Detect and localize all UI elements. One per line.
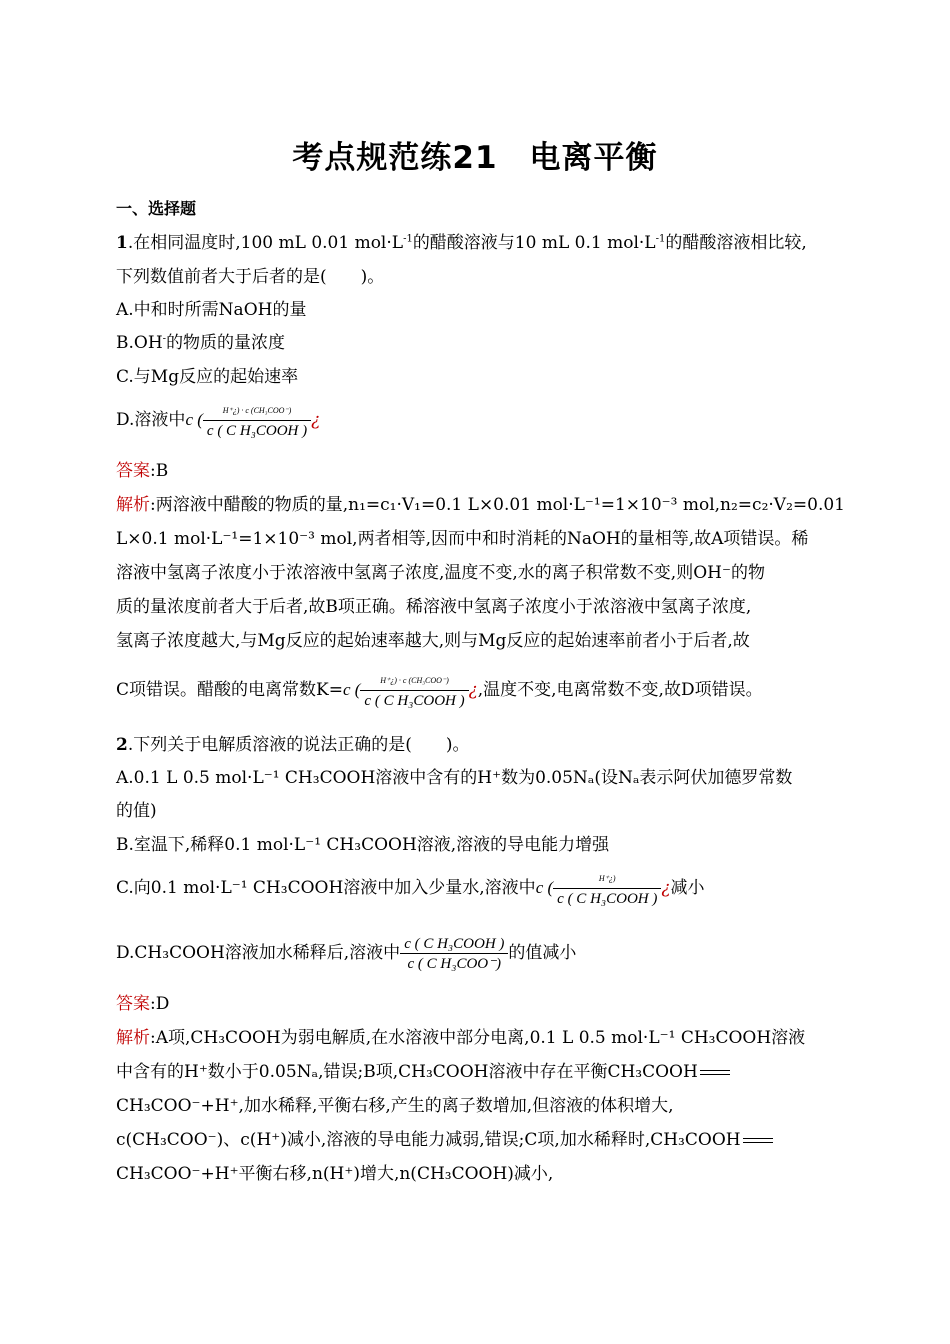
q2-number: 2 bbox=[116, 735, 128, 755]
q1-analysis-line6: C项错误。醋酸的电离常数K=c ( $\frac{\text{H⁺¿) · c (CH₃COO⁻)}}{\text{c ( C H₃COOH )}}$ ¿,温度不变,电离常数不变,故D项错误。 bbox=[116, 668, 763, 712]
equilibrium-arrow-icon bbox=[698, 1068, 732, 1078]
q2-stem: 2.下列关于电解质溶液的说法正确的是( )。 bbox=[116, 735, 470, 755]
page-title: 考点规范练21 电离平衡 bbox=[292, 140, 658, 176]
q1-analysis-line2: L×0.1 mol·L⁻¹=1×10⁻³ mol,两者相等,因而中和时消耗的NaOH的量相等,故A项错误。稀 bbox=[116, 529, 809, 549]
q2-analysis-line3: CH₃COO⁻+H⁺,加水稀释,平衡右移,产生的离子数增加,但溶液的体积增大, bbox=[116, 1096, 674, 1116]
q1-analysis-line1: 解析:两溶液中醋酸的物质的量,n₁=c₁·V₁=0.1 L×0.01 mol·L⁻¹=1×10⁻³ mol,n₂=c₂·V₂=0.01 bbox=[116, 495, 845, 515]
q1-analysis-line3: 溶液中氢离子浓度小于浓溶液中氢离子浓度,温度不变,水的离子积常数不变,则OH⁻的物 bbox=[116, 563, 765, 583]
q1-answer: 答案:B bbox=[116, 461, 169, 481]
q1-option-b: B.OH-的物质的量浓度 bbox=[116, 333, 286, 353]
q2-analysis-line5: CH₃COO⁻+H⁺平衡右移,n(H⁺)增大,n(CH₃COOH)减小, bbox=[116, 1164, 554, 1184]
section-heading: 一、选择题 bbox=[116, 199, 197, 218]
q2-c-fraction: $\frac{H^+¿)}{\text{c ( C H₃COOH )}}$ bbox=[553, 870, 661, 908]
q1-analysis-line4: 质的量浓度前者大于后者,故B项正确。稀溶液中氢离子浓度小于浓溶液中氢离子浓度, bbox=[116, 597, 752, 617]
equilibrium-arrow-icon bbox=[741, 1136, 775, 1146]
q1-stem-line2: 下列数值前者大于后者的是( )。 bbox=[116, 267, 385, 287]
q1-option-a: A.中和时所需NaOH的量 bbox=[116, 300, 307, 320]
q2-option-a-line2: 的值) bbox=[116, 801, 157, 821]
q2-option-a-line1: A.0.1 L 0.5 mol·L⁻¹ CH₃COOH溶液中含有的H⁺数为0.05Nₐ(设Nₐ表示阿伏加德罗常数 bbox=[116, 768, 793, 788]
q2-analysis-line2: 中含有的H⁺数小于0.05Nₐ,错误;B项,CH₃COOH溶液中存在平衡CH₃COOH bbox=[116, 1061, 732, 1083]
q1-option-d: D.溶液中c ( $\frac{\text{H⁺¿) · c (CH₃COO⁻)}}{\text{c ( C H₃COOH )}}$ ¿ bbox=[116, 398, 320, 442]
q1-option-c: C.与Mg反应的起始速率 bbox=[116, 367, 299, 387]
q2-answer: 答案:D bbox=[116, 994, 170, 1014]
q2-option-c: C.向0.1 mol·L⁻¹ CH₃COOH溶液中加入少量水,溶液中c ( $\frac{H^+¿)}{\text{c ( C H₃COOH )}}$ ¿减小 bbox=[116, 866, 704, 910]
q1-stem-line1: 1.在相同温度时,100 mL 0.01 $mol\cdot L^{-1}$的醋酸溶液与10 mL 0.1 $mol\cdot L^{-1}$的醋酸溶液相比较, bbox=[116, 233, 807, 253]
q1-number: 1 bbox=[116, 233, 128, 253]
q1-k-fraction: $\frac{\text{H⁺¿) · c (CH₃COO⁻)}}{\text{c ( C H₃COOH )}}$ bbox=[360, 672, 468, 710]
q2-option-d: D.CH₃COOH溶液加水稀释后,溶液中 $\frac{\text{c ( C H₃COOH )}}{\text{c ( C H₃COO⁻)}}$ 的值减小 bbox=[116, 935, 577, 972]
q2-analysis-line1: 解析:A项,CH₃COOH为弱电解质,在水溶液中部分电离,0.1 L 0.5 mol·L⁻¹ CH₃COOH溶液 bbox=[116, 1028, 806, 1048]
q2-d-fraction: $\frac{\text{c ( C H₃COOH )}}{\text{c ( C H₃COO⁻)}}$ bbox=[400, 935, 508, 973]
q1-d-fraction: $\frac{\text{H⁺¿) · c (CH₃COO⁻)}}{\text{c ( C H₃COOH )}}$ bbox=[203, 402, 311, 440]
q1-analysis-line5: 氢离子浓度越大,与Mg反应的起始速率越大,则与Mg反应的起始速率前者小于后者,故 bbox=[116, 631, 750, 651]
q2-analysis-line4: c(CH₃COO⁻)、c(H⁺)减小,溶液的导电能力减弱,错误;C项,加水稀释时,CH₃COOH bbox=[116, 1129, 775, 1151]
q2-option-b: B.室温下,稀释0.1 mol·L⁻¹ CH₃COOH溶液,溶液的导电能力增强 bbox=[116, 835, 610, 855]
